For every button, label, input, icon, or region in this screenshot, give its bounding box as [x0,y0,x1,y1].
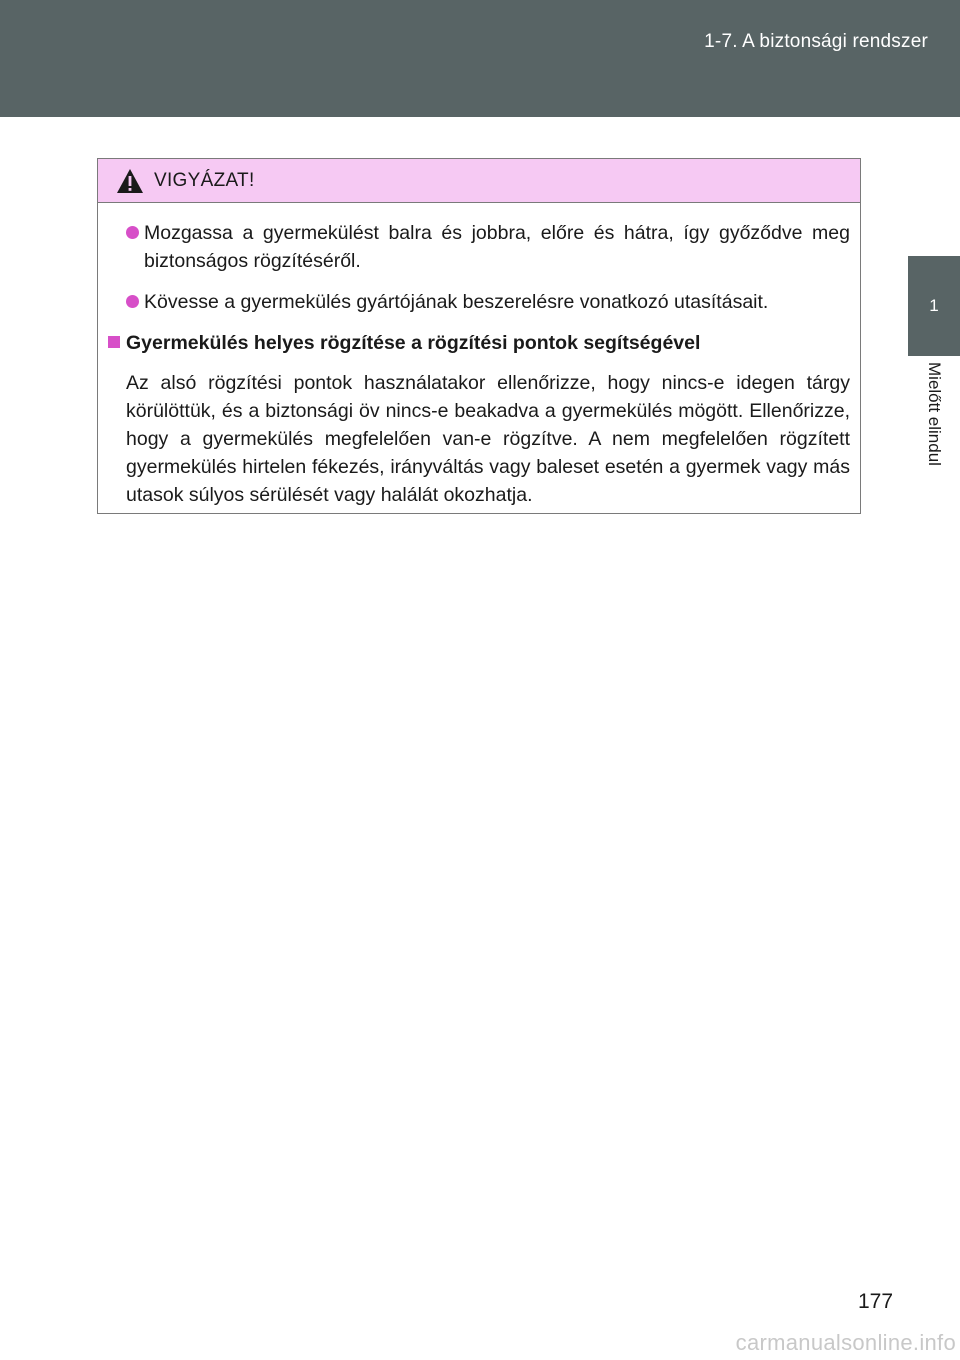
chapter-number: 1 [929,296,939,315]
warning-body [98,203,860,509]
square-bullet-icon [108,336,120,348]
warning-title: VIGYÁZAT! [154,169,255,191]
section-title: 1-7. A biztonsági rendszer [704,31,928,52]
warning-paragraph: Az alsó rögzítési pontok használatakor ellenőrizze, hogy nincs-e idegen tárgy körülöttük, és a biztonsági öv nincs-e beakadva a gyermekülés mögött. Ellenőrizze, hogy a gyermekülés megfelelően van-e rögzítve. A nem megfelelően rögzített gyermekülés hirtelen fékezés, irányváltás vagy baleset esetén a gyermek vagy más utasok súlyos sérülését vagy halálát okozhatja. [126,372,850,506]
list-item [108,219,850,275]
bullet-text: Mozgassa a gyermekülést balra és jobbra, előre és hátra, így győződve meg biztonságos rögzítéséről. [144,222,850,272]
bullet-dot-icon [126,295,139,308]
section-heading-text: Gyermekülés helyes rögzítése a rögzítési pontok segítségével [126,332,701,354]
warning-header [98,159,860,203]
list-item [108,288,850,316]
page-header [0,0,960,117]
watermark: carmanualsonline.info [735,1330,956,1355]
chapter-label: Mielőtt elindul [925,362,944,466]
section-heading [108,329,850,357]
warning-triangle-icon [116,168,144,194]
chapter-label-container [908,362,960,502]
bullet-text: Kövesse a gyermekülés gyártójának beszerelésre vonatkozó utasításait. [144,291,769,313]
bullet-dot-icon [126,226,139,239]
chapter-tab [908,256,960,356]
page-number: 177 [858,1290,894,1313]
warning-box [97,158,861,514]
